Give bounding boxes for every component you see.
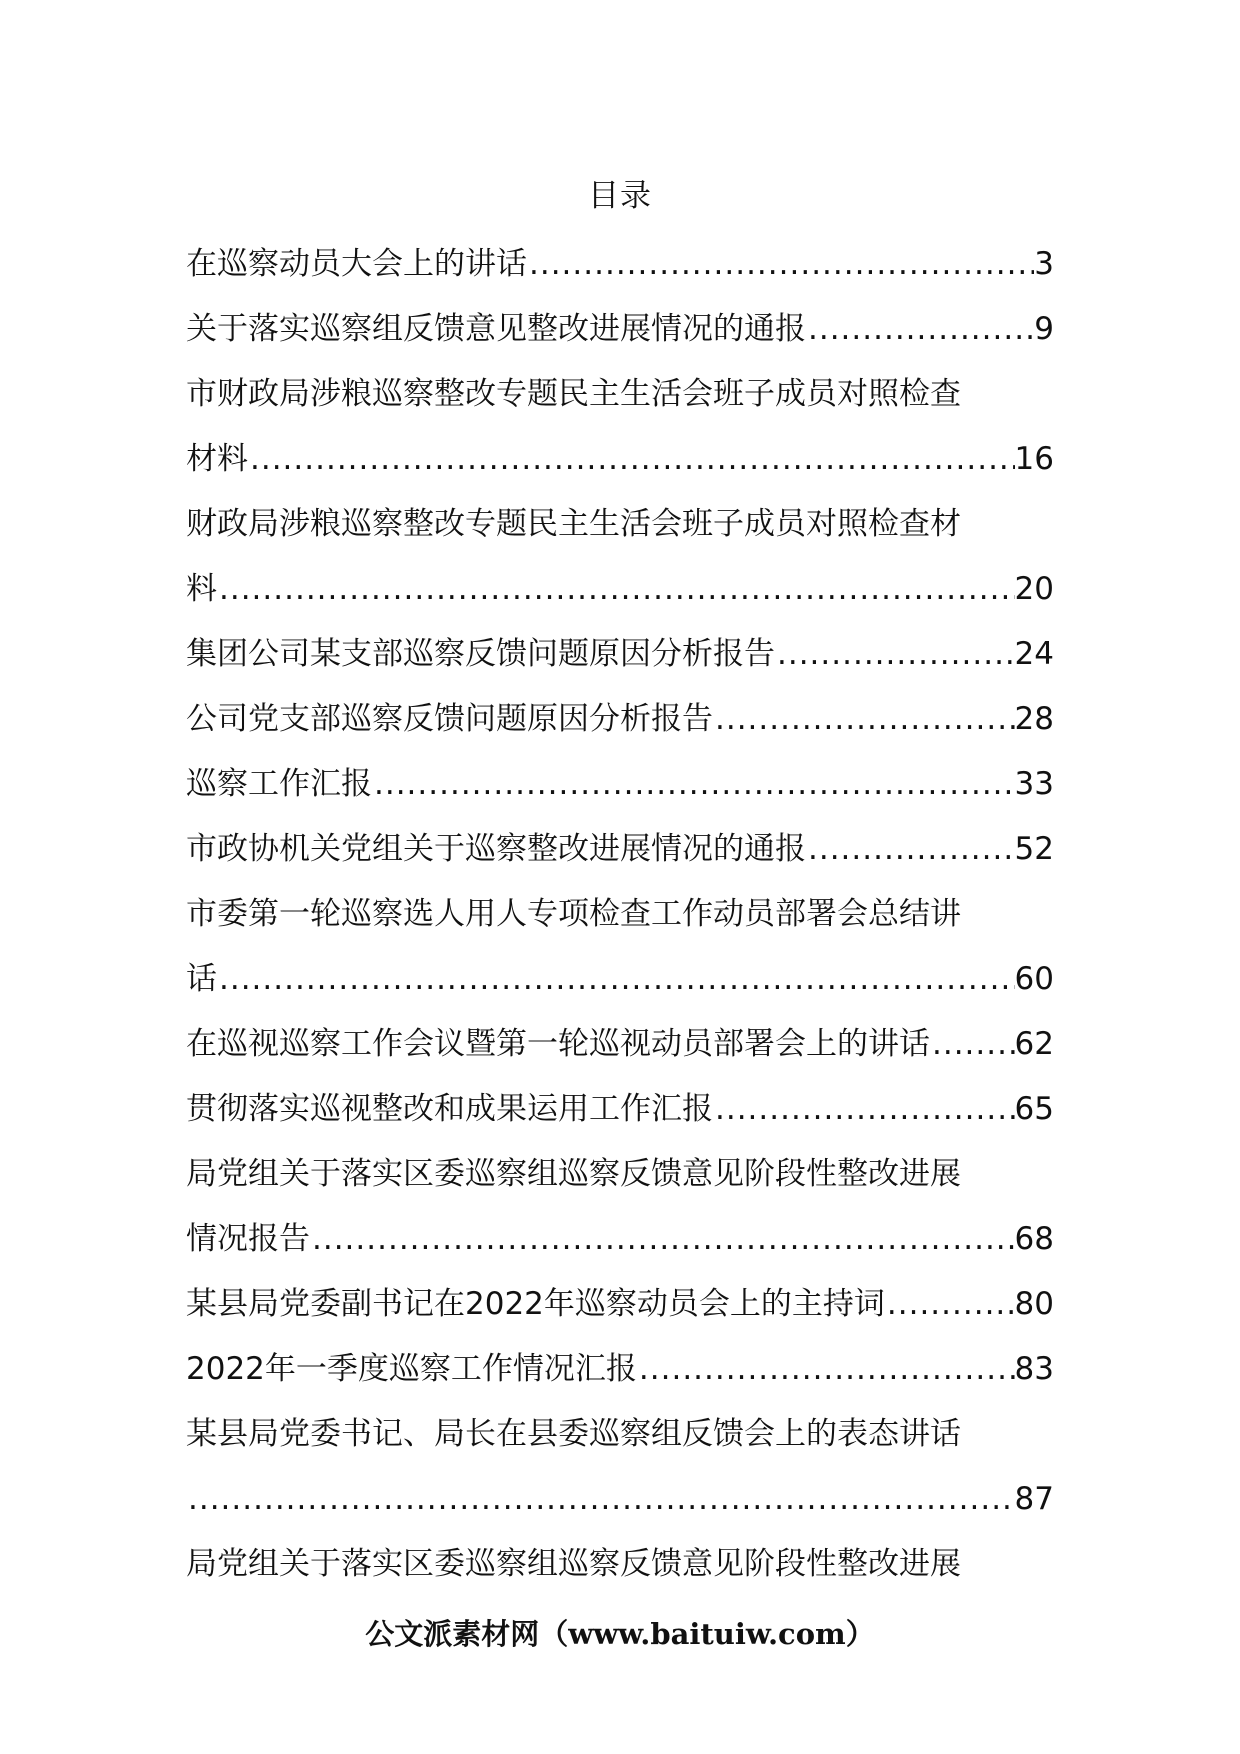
dot-leader — [310, 1207, 1015, 1272]
toc-entry-title: 某县局党委书记、局长在县委巡察组反馈会上的表态讲话 — [186, 1416, 961, 1452]
toc-entry-title: 局党组关于落实区委巡察组巡察反馈意见阶段性整改进展 — [186, 1546, 961, 1582]
toc-entry-line — [186, 427, 1054, 492]
toc-entry-title: 市政协机关党组关于巡察整改进展情况的通报 — [186, 831, 806, 867]
toc-entry-line — [186, 1077, 1054, 1142]
toc-entry-title: 财政局涉粮巡察整改专题民主生活会班子成员对照检查材 — [186, 506, 961, 542]
toc-entry-line — [186, 492, 1054, 557]
toc-entry-line — [186, 557, 1054, 622]
toc-page-number: 80 — [1014, 1286, 1054, 1322]
dot-leader — [217, 557, 1015, 622]
dot-leader — [713, 687, 1015, 752]
toc-page-number: 24 — [1014, 636, 1054, 672]
toc-entry-title: 料 — [186, 571, 217, 607]
toc-entry-line — [186, 1207, 1054, 1272]
toc-page-number: 68 — [1014, 1221, 1054, 1257]
dot-leader — [186, 1467, 1015, 1532]
toc-page-number: 28 — [1014, 701, 1054, 737]
toc-entry-title: 材料 — [186, 441, 248, 477]
toc-page-number: 65 — [1014, 1091, 1054, 1127]
toc-entry-line — [186, 362, 1054, 427]
toc-page-number: 20 — [1014, 571, 1054, 607]
toc-entry-line — [186, 882, 1054, 947]
toc-entry-line — [186, 232, 1054, 297]
toc-entry-title: 贯彻落实巡视整改和成果运用工作汇报 — [186, 1091, 713, 1127]
dot-leader — [806, 817, 1015, 882]
dot-leader — [217, 947, 1015, 1012]
toc-page-number: 33 — [1014, 766, 1054, 802]
toc-entry[interactable] — [186, 1402, 1054, 1532]
toc-entry[interactable] — [186, 622, 1054, 687]
toc-entry-line — [186, 1272, 1054, 1337]
toc-entry-line — [186, 1402, 1054, 1467]
toc-entry-line — [186, 622, 1054, 687]
dot-leader — [637, 1337, 1015, 1402]
toc-entry-line — [186, 1337, 1054, 1402]
toc-entry-title: 关于落实巡察组反馈意见整改进展情况的通报 — [186, 311, 806, 347]
toc-entry[interactable] — [186, 1142, 1054, 1272]
toc-entry-line — [186, 817, 1054, 882]
toc-page-number: 87 — [1014, 1481, 1054, 1517]
toc-page-number: 83 — [1014, 1351, 1054, 1387]
toc-entry[interactable] — [186, 687, 1054, 752]
dot-leader — [527, 232, 1034, 297]
toc-entry-title: 公司党支部巡察反馈问题原因分析报告 — [186, 701, 713, 737]
toc-entry-title: 市财政局涉粮巡察整改专题民主生活会班子成员对照检查 — [186, 376, 961, 412]
toc-entry[interactable] — [186, 297, 1054, 362]
toc-entry-line — [186, 1142, 1054, 1207]
footer-watermark: 公文派素材网（www.baituiw.com） — [365, 1617, 875, 1651]
toc-entry[interactable] — [186, 232, 1054, 297]
toc-entry-title: 在巡察动员大会上的讲话 — [186, 246, 527, 282]
dot-leader — [248, 427, 1015, 492]
toc-entry-title: 在巡视巡察工作会议暨第一轮巡视动员部署会上的讲话 — [186, 1026, 930, 1062]
toc-entry-title: 情况报告 — [186, 1221, 310, 1257]
toc-title: 目录 — [588, 178, 652, 214]
toc-entry-line — [186, 1467, 1054, 1532]
toc-entry[interactable] — [186, 1337, 1054, 1402]
toc-entry-line — [186, 297, 1054, 362]
dot-leader — [713, 1077, 1015, 1142]
dot-leader — [885, 1272, 1015, 1337]
toc-entry[interactable] — [186, 752, 1054, 817]
toc-page-number: 52 — [1014, 831, 1054, 867]
dot-leader — [372, 752, 1015, 817]
toc-entry-line — [186, 687, 1054, 752]
table-of-contents — [186, 232, 1054, 1597]
toc-entry-title: 市委第一轮巡察选人用人专项检查工作动员部署会总结讲 — [186, 896, 961, 932]
toc-page-number: 16 — [1014, 441, 1054, 477]
dot-leader — [775, 622, 1015, 687]
toc-entry[interactable] — [186, 1532, 1054, 1597]
toc-entry[interactable] — [186, 882, 1054, 1012]
toc-entry-title: 集团公司某支部巡察反馈问题原因分析报告 — [186, 636, 775, 672]
toc-entry[interactable] — [186, 362, 1054, 492]
toc-page-number: 60 — [1014, 961, 1054, 997]
toc-entry-line — [186, 752, 1054, 817]
toc-entry[interactable] — [186, 1272, 1054, 1337]
toc-entry-title: 话 — [186, 961, 217, 997]
toc-entry[interactable] — [186, 1012, 1054, 1077]
toc-entry-line — [186, 947, 1054, 1012]
toc-entry[interactable] — [186, 492, 1054, 622]
toc-entry-title: 2022年一季度巡察工作情况汇报 — [186, 1351, 637, 1387]
toc-entry-title: 某县局党委副书记在2022年巡察动员会上的主持词 — [186, 1286, 885, 1322]
toc-page-number: 62 — [1014, 1026, 1054, 1062]
toc-entry-title: 巡察工作汇报 — [186, 766, 372, 802]
toc-entry-title: 局党组关于落实区委巡察组巡察反馈意见阶段性整改进展 — [186, 1156, 961, 1192]
toc-entry-line — [186, 1532, 1054, 1597]
toc-entry-line — [186, 1012, 1054, 1077]
toc-page-number: 3 — [1034, 246, 1054, 282]
toc-page-number: 9 — [1034, 311, 1054, 347]
toc-entry[interactable] — [186, 817, 1054, 882]
dot-leader — [930, 1012, 1015, 1077]
toc-entry[interactable] — [186, 1077, 1054, 1142]
dot-leader — [806, 297, 1034, 362]
